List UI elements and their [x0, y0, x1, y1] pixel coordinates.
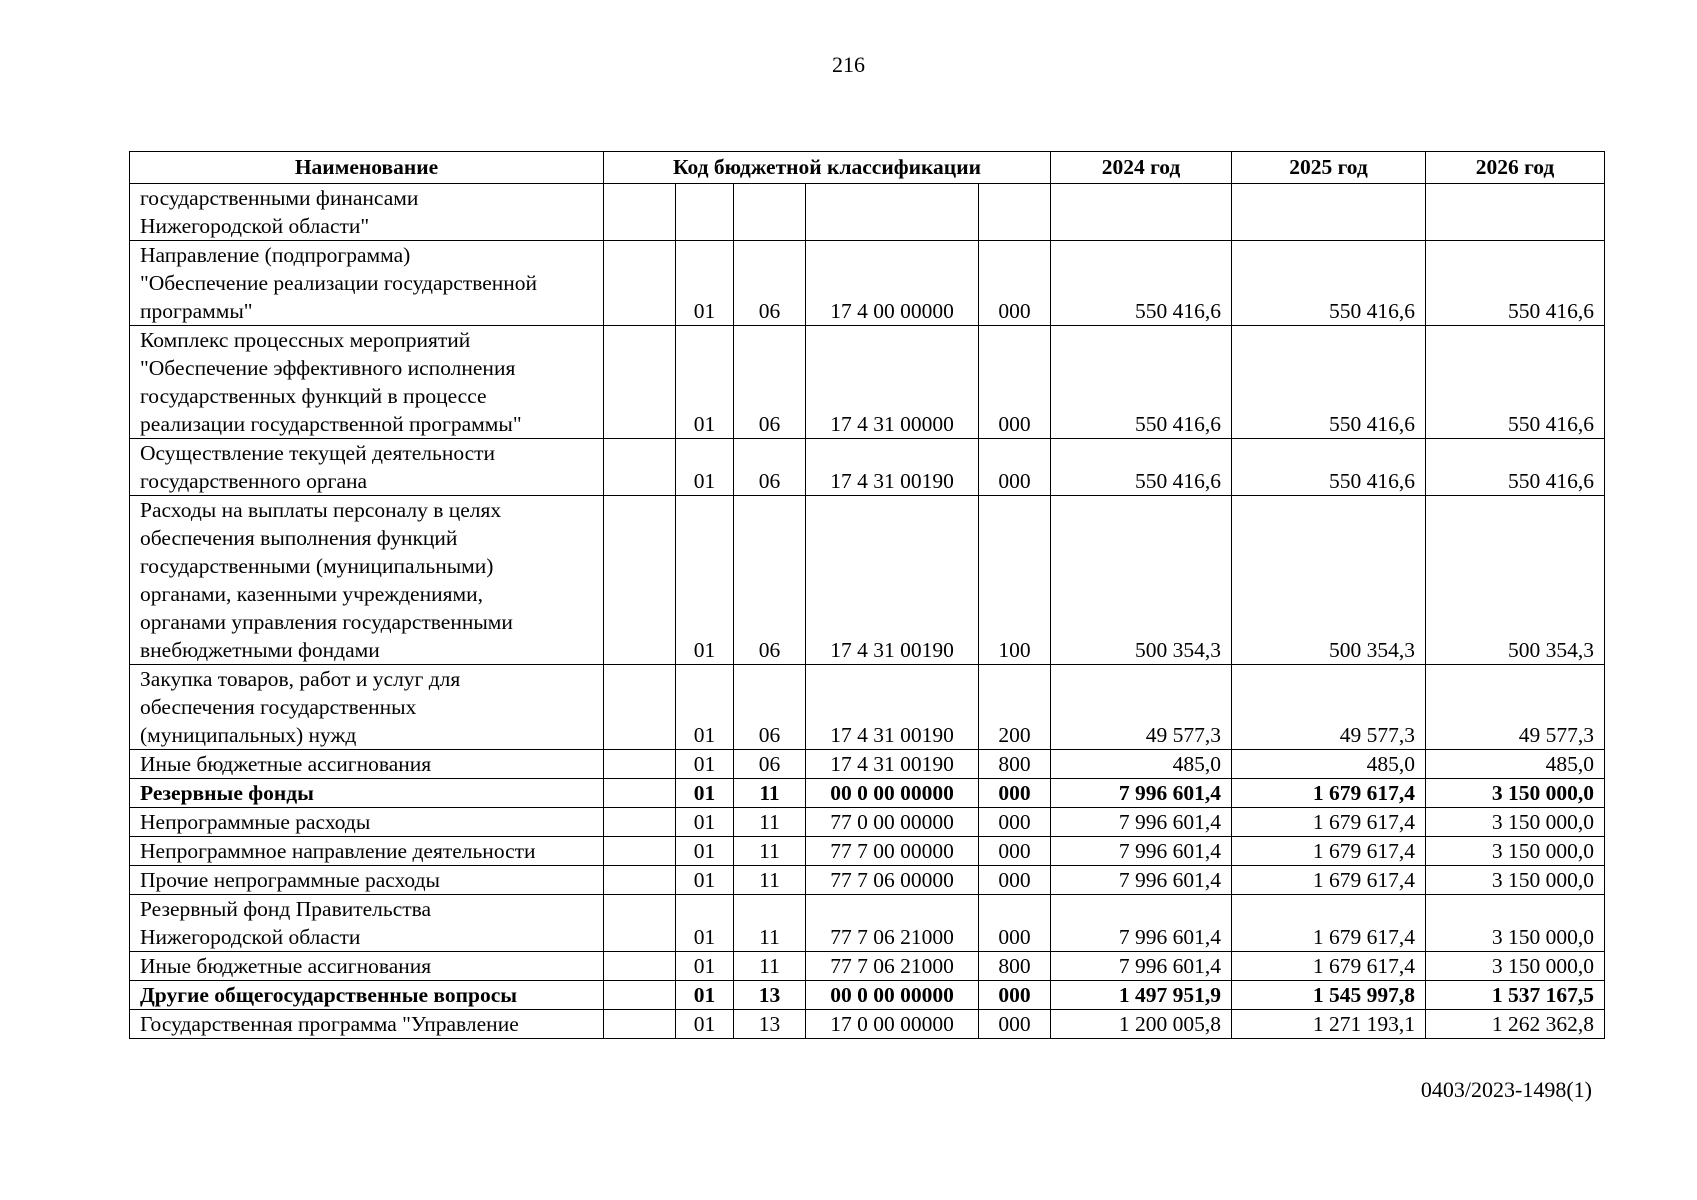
cell-v2026: 550 416,6: [1426, 326, 1605, 439]
cell-c2: 01: [676, 952, 734, 981]
cell-c3: 11: [734, 895, 806, 952]
cell-v2025: 550 416,6: [1232, 439, 1426, 496]
cell-v2026: 485,0: [1426, 750, 1605, 779]
cell-c5: 000: [979, 895, 1051, 952]
cell-v2026: 1 537 167,5: [1426, 981, 1605, 1010]
table-header-row: [130, 152, 1605, 184]
cell-v2025: 1 271 193,1: [1232, 1010, 1426, 1039]
cell-v2024: 1 200 005,8: [1051, 1010, 1232, 1039]
cell-name: Иные бюджетные ассигнования: [130, 750, 604, 779]
cell-name: государственными финансами Нижегородской области": [130, 184, 604, 241]
cell-c5: 000: [979, 866, 1051, 895]
cell-v2024: 7 996 601,4: [1051, 837, 1232, 866]
table-row: [130, 779, 1605, 808]
cell-c4: [806, 184, 979, 241]
cell-c5: [979, 184, 1051, 241]
table-row: [130, 326, 1605, 439]
cell-c4: 77 7 00 00000: [806, 837, 979, 866]
cell-v2025: 1 679 617,4: [1232, 779, 1426, 808]
cell-c5: 000: [979, 808, 1051, 837]
cell-c5: 800: [979, 952, 1051, 981]
table-row: [130, 866, 1605, 895]
cell-v2025: 1 679 617,4: [1232, 952, 1426, 981]
cell-v2024: 550 416,6: [1051, 241, 1232, 326]
table-row: [130, 496, 1605, 665]
cell-v2025: 1 679 617,4: [1232, 808, 1426, 837]
cell-c3: 11: [734, 952, 806, 981]
cell-v2026: 3 150 000,0: [1426, 779, 1605, 808]
cell-c3: 11: [734, 808, 806, 837]
cell-c3: [734, 184, 806, 241]
cell-c1: [604, 496, 676, 665]
cell-v2026: 550 416,6: [1426, 439, 1605, 496]
cell-c4: 77 7 06 21000: [806, 952, 979, 981]
cell-v2024: 7 996 601,4: [1051, 808, 1232, 837]
cell-v2025: 49 577,3: [1232, 665, 1426, 750]
cell-v2025: 500 354,3: [1232, 496, 1426, 665]
cell-c2: 01: [676, 981, 734, 1010]
cell-c5: 800: [979, 750, 1051, 779]
cell-c4: 17 4 31 00000: [806, 326, 979, 439]
cell-v2025: 550 416,6: [1232, 326, 1426, 439]
cell-c4: 17 4 31 00190: [806, 439, 979, 496]
cell-c3: 11: [734, 866, 806, 895]
cell-v2024: 1 497 951,9: [1051, 981, 1232, 1010]
cell-c2: 01: [676, 439, 734, 496]
cell-v2024: 7 996 601,4: [1051, 952, 1232, 981]
cell-v2026: 3 150 000,0: [1426, 837, 1605, 866]
cell-name: Резервный фонд Правительства Нижегородской области: [130, 895, 604, 952]
cell-c2: 01: [676, 779, 734, 808]
cell-c2: 01: [676, 866, 734, 895]
cell-c3: 06: [734, 241, 806, 326]
cell-name: Закупка товаров, работ и услуг для обеспечения государственных (муниципальных) нужд: [130, 665, 604, 750]
cell-c4: 17 4 00 00000: [806, 241, 979, 326]
header-2026: 2026 год: [1426, 152, 1605, 184]
cell-name: Иные бюджетные ассигнования: [130, 952, 604, 981]
cell-c5: 000: [979, 326, 1051, 439]
cell-v2024: 550 416,6: [1051, 439, 1232, 496]
budget-table: [129, 151, 1605, 1039]
cell-c2: 01: [676, 808, 734, 837]
cell-v2025: 550 416,6: [1232, 241, 1426, 326]
cell-c2: 01: [676, 837, 734, 866]
cell-c4: 00 0 00 00000: [806, 779, 979, 808]
cell-c3: 06: [734, 439, 806, 496]
cell-c5: 000: [979, 779, 1051, 808]
cell-name: Направление (подпрограмма) "Обеспечение реализации государственной программы": [130, 241, 604, 326]
table-row: [130, 439, 1605, 496]
cell-v2026: 500 354,3: [1426, 496, 1605, 665]
cell-c5: 000: [979, 837, 1051, 866]
cell-c2: 01: [676, 241, 734, 326]
cell-v2026: 3 150 000,0: [1426, 895, 1605, 952]
cell-v2024: 7 996 601,4: [1051, 866, 1232, 895]
cell-c2: 01: [676, 665, 734, 750]
cell-c1: [604, 439, 676, 496]
cell-v2025: [1232, 184, 1426, 241]
cell-v2024: 7 996 601,4: [1051, 895, 1232, 952]
cell-name: Комплекс процессных мероприятий "Обеспечение эффективного исполнения государственных функций в процессе реализации государственной программы": [130, 326, 604, 439]
cell-c4: 77 0 00 00000: [806, 808, 979, 837]
cell-name: Прочие непрограммные расходы: [130, 866, 604, 895]
cell-name: Осуществление текущей деятельности государственного органа: [130, 439, 604, 496]
header-2025: 2025 год: [1232, 152, 1426, 184]
cell-c1: [604, 1010, 676, 1039]
cell-c2: 01: [676, 895, 734, 952]
cell-v2025: 1 679 617,4: [1232, 895, 1426, 952]
cell-c5: 200: [979, 665, 1051, 750]
cell-name: Государственная программа "Управление: [130, 1010, 604, 1039]
cell-c2: 01: [676, 496, 734, 665]
cell-v2025: 1 679 617,4: [1232, 866, 1426, 895]
cell-v2026: 49 577,3: [1426, 665, 1605, 750]
cell-c4: 17 0 00 00000: [806, 1010, 979, 1039]
cell-c3: 11: [734, 837, 806, 866]
cell-c5: 000: [979, 1010, 1051, 1039]
cell-v2024: 550 416,6: [1051, 326, 1232, 439]
cell-c4: 17 4 31 00190: [806, 750, 979, 779]
cell-name: Непрограммное направление деятельности: [130, 837, 604, 866]
cell-c5: 100: [979, 496, 1051, 665]
table-row: [130, 665, 1605, 750]
cell-c5: 000: [979, 981, 1051, 1010]
cell-c5: 000: [979, 439, 1051, 496]
cell-name: Расходы на выплаты персоналу в целях обеспечения выполнения функций государственными (муниципальными) органами, казенными учреждениями, органами управления государственными внебюджетными фондами: [130, 496, 604, 665]
cell-c1: [604, 184, 676, 241]
table-row: [130, 895, 1605, 952]
header-2024: 2024 год: [1051, 152, 1232, 184]
cell-c1: [604, 326, 676, 439]
cell-v2025: 1 545 997,8: [1232, 981, 1426, 1010]
cell-c4: 77 7 06 00000: [806, 866, 979, 895]
header-name: Наименование: [130, 152, 604, 184]
cell-c4: 00 0 00 00000: [806, 981, 979, 1010]
cell-c4: 77 7 06 21000: [806, 895, 979, 952]
table-row: [130, 1010, 1605, 1039]
cell-c1: [604, 895, 676, 952]
cell-c3: 13: [734, 981, 806, 1010]
cell-c1: [604, 837, 676, 866]
table-row: [130, 952, 1605, 981]
cell-c3: 06: [734, 665, 806, 750]
cell-c2: 01: [676, 326, 734, 439]
cell-c3: 06: [734, 326, 806, 439]
cell-c1: [604, 808, 676, 837]
cell-c3: 11: [734, 779, 806, 808]
cell-v2026: 3 150 000,0: [1426, 952, 1605, 981]
cell-c1: [604, 779, 676, 808]
cell-v2025: 1 679 617,4: [1232, 837, 1426, 866]
cell-v2026: 550 416,6: [1426, 241, 1605, 326]
cell-c2: 01: [676, 750, 734, 779]
cell-c3: 13: [734, 1010, 806, 1039]
cell-c1: [604, 241, 676, 326]
cell-name: Резервные фонды: [130, 779, 604, 808]
cell-v2026: 3 150 000,0: [1426, 866, 1605, 895]
cell-name: Непрограммные расходы: [130, 808, 604, 837]
cell-v2024: 500 354,3: [1051, 496, 1232, 665]
cell-c5: 000: [979, 241, 1051, 326]
document-code: 0403/2023-1498(1): [1420, 1077, 1592, 1102]
cell-name: Другие общегосударственные вопросы: [130, 981, 604, 1010]
cell-c1: [604, 981, 676, 1010]
cell-v2024: [1051, 184, 1232, 241]
cell-v2026: 1 262 362,8: [1426, 1010, 1605, 1039]
cell-c2: 01: [676, 1010, 734, 1039]
table-row: [130, 981, 1605, 1010]
cell-c3: 06: [734, 496, 806, 665]
cell-c3: 06: [734, 750, 806, 779]
cell-c1: [604, 750, 676, 779]
page-number: 216: [832, 52, 865, 77]
table-body: [130, 184, 1605, 1039]
table-row: [130, 184, 1605, 241]
cell-c1: [604, 866, 676, 895]
cell-c1: [604, 952, 676, 981]
table-row: [130, 837, 1605, 866]
cell-v2025: 485,0: [1232, 750, 1426, 779]
cell-c2: [676, 184, 734, 241]
cell-v2026: 3 150 000,0: [1426, 808, 1605, 837]
table-row: [130, 241, 1605, 326]
cell-c4: 17 4 31 00190: [806, 665, 979, 750]
table-row: [130, 750, 1605, 779]
cell-c4: 17 4 31 00190: [806, 496, 979, 665]
table-row: [130, 808, 1605, 837]
header-code: Код бюджетной классификации: [604, 152, 1051, 184]
cell-v2024: 49 577,3: [1051, 665, 1232, 750]
cell-c1: [604, 665, 676, 750]
cell-v2024: 485,0: [1051, 750, 1232, 779]
cell-v2024: 7 996 601,4: [1051, 779, 1232, 808]
cell-v2026: [1426, 184, 1605, 241]
